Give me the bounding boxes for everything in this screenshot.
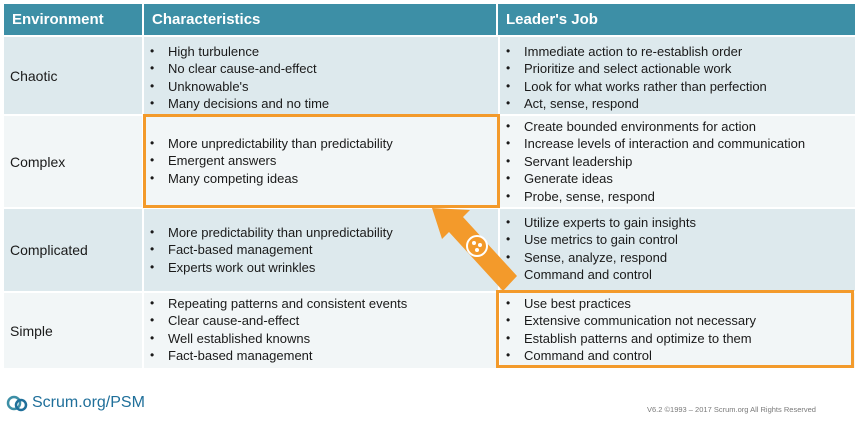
list-item: • Prioritize and select actionable work xyxy=(500,60,855,77)
environment-label: Simple xyxy=(10,322,53,339)
header-leaders-job: Leader's Job xyxy=(498,4,855,35)
list-item: • Fact-based management xyxy=(144,241,498,258)
list-item: • Use metrics to gain control xyxy=(500,231,855,248)
list-item: • Servant leadership xyxy=(500,153,855,170)
list-item: • Unknowable's xyxy=(144,78,498,95)
list-item: • Sense, analyze, respond xyxy=(500,249,855,266)
list-item: • Look for what works rather than perfection xyxy=(500,78,855,95)
list-item: • More unpredictability than predictability xyxy=(144,135,498,152)
header-characteristics: Characteristics xyxy=(144,4,496,35)
list-item: • Increase levels of interaction and communication xyxy=(500,135,855,152)
list-item: • Command and control xyxy=(500,347,855,364)
list-item: • Fact-based management xyxy=(144,347,498,364)
list-item: • Extensive communication not necessary xyxy=(500,312,855,329)
list-item: • Probe, sense, respond xyxy=(500,188,855,205)
list-item: • Generate ideas xyxy=(500,170,855,187)
list-item: • High turbulence xyxy=(144,43,498,60)
environment-label: Complex xyxy=(10,153,66,170)
list-item: • More predictability than unpredictability xyxy=(144,224,498,241)
list-item: • Use best practices xyxy=(500,295,855,312)
header-environment: Environment xyxy=(4,4,142,35)
scrum-org-logo xyxy=(6,393,145,413)
list-item: • Establish patterns and optimize to them xyxy=(500,330,855,347)
list-item: • Experts work out wrinkles xyxy=(144,259,498,276)
list-item: • Create bounded environments for action xyxy=(500,118,855,135)
list-item: • Act, sense, respond xyxy=(500,95,855,112)
list-item: • Immediate action to re-establish order xyxy=(500,43,855,60)
list-item: • Emergent answers xyxy=(144,152,498,169)
list-item: • Many competing ideas xyxy=(144,170,498,187)
list-item: • Utilize experts to gain insights xyxy=(500,214,855,231)
environment-label: Complicated xyxy=(10,242,88,258)
copyright-text: V6.2 ©1993 – 2017 Scrum.org All Rights Reserved xyxy=(647,405,816,414)
list-item: • Command and control xyxy=(500,266,855,283)
list-item: • Many decisions and no time xyxy=(144,95,498,112)
environment-label: Chaotic xyxy=(10,67,58,84)
arrow-shape xyxy=(432,208,517,291)
scrum-logo-icon xyxy=(6,393,28,413)
list-item: • Repeating patterns and consistent events xyxy=(144,295,498,312)
list-item: • No clear cause-and-effect xyxy=(144,60,498,77)
list-item: • Well established knowns xyxy=(144,330,498,347)
logo-text: Scrum.org/PSM xyxy=(32,394,145,411)
list-item: • Clear cause-and-effect xyxy=(144,312,498,329)
